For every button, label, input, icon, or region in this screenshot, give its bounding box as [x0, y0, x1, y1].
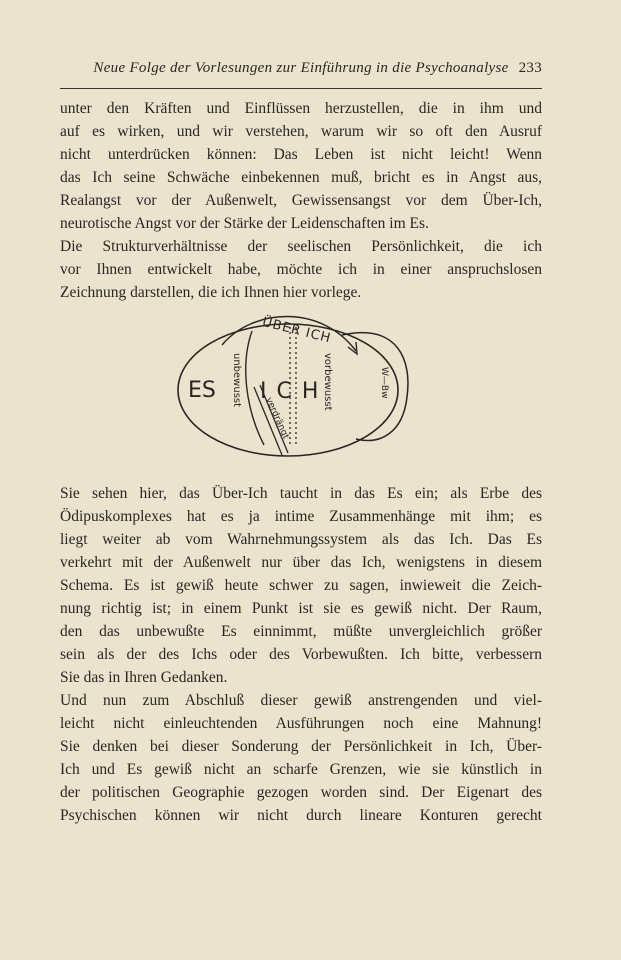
text-line: neurotische Angst vor der Stärke der Leidenschaften im Es.	[60, 215, 429, 232]
text-line: vor Ihnen entwickelt habe, möchte ich in einer anspruchslosen	[60, 261, 542, 278]
header-rule	[60, 88, 542, 89]
label-ueber-ich: ÜBER ICH	[260, 314, 333, 347]
label-vorbewusst: vorbewusst	[322, 353, 333, 411]
text-line: Und nun zum Abschluß dieser gewiß anstrengenden und viel-	[60, 692, 542, 709]
label-verdraengt: verdrängt	[263, 396, 291, 441]
psyche-diagram	[160, 305, 420, 465]
text-line: das Ich seine Schwäche einbekennen muß, bricht es in Angst aus,	[60, 169, 542, 186]
text-line: nicht unterdrücken können: Das Leben ist nicht leicht! Wenn	[60, 146, 542, 163]
running-header	[60, 60, 542, 77]
text-line: sein als der des Ichs oder des Vorbewußten. Ich bitte, verbessern	[60, 646, 542, 663]
text-line: auf es wirken, und wir verstehen, warum wir so oft den Ausruf	[60, 123, 542, 140]
text-line: unter den Kräften und Einflüssen herzustellen, die in ihm und	[60, 100, 542, 117]
label-w-bw: W—Bw	[379, 367, 389, 399]
label-unbewusst: unbewusst	[231, 353, 242, 408]
text-line: liegt weiter ab vom Wahrnehmungssystem als das Ich. Das Es	[60, 531, 542, 548]
text-line: verkehrt mit der Außenwelt nur über das Ich, wenigstens in diesem	[60, 554, 542, 571]
text-line: leicht nicht einleuchtenden Ausführungen noch eine Mahnung!	[60, 715, 542, 732]
label-es: ES	[188, 378, 216, 403]
text-line: Ödipuskomplexes hat es ja intime Zusammenhänge mit ihm; es	[60, 508, 542, 525]
page-number: 233	[518, 60, 542, 76]
text-line: Sie sehen hier, das Über-Ich taucht in das Es ein; als Erbe des	[60, 485, 542, 502]
text-line: nung richtig ist; in einem Punkt ist sie es gewiß nicht. Der Raum,	[60, 600, 542, 617]
text-line: Zeichnung darstellen, die ich Ihnen hier vorlege.	[60, 284, 362, 301]
text-line: Schema. Es ist gewiß heute schwer zu sagen, inwieweit die Zeich-	[60, 577, 542, 594]
text-line: den das unbewußte Es einnimmt, müßte unvergleichlich größer	[60, 623, 542, 640]
running-header-title: Neue Folge der Vorlesungen zur Einführung in die Psychoanalyse	[93, 60, 509, 76]
psyche-diagram-svg	[160, 305, 420, 465]
text-line: Psychischen können wir nicht durch lineare Konturen gerecht	[60, 807, 542, 824]
label-ich: ICH	[260, 379, 329, 404]
text-line: Die Strukturverhältnisse der seelischen Persönlichkeit, die ich	[60, 238, 542, 255]
text-line: der politischen Geographie gezogen worden sind. Der Eigenart des	[60, 784, 542, 801]
text-line: Realangst vor der Außenwelt, Gewissensangst vor dem Über-Ich,	[60, 192, 542, 209]
text-line: Ich und Es gewiß nicht an scharfe Grenzen, wie sie künstlich in	[60, 761, 542, 778]
text-line: Sie denken bei dieser Sonderung der Persönlichkeit in Ich, Über-	[60, 738, 542, 755]
text-line: Sie das in Ihren Gedanken.	[60, 669, 228, 686]
